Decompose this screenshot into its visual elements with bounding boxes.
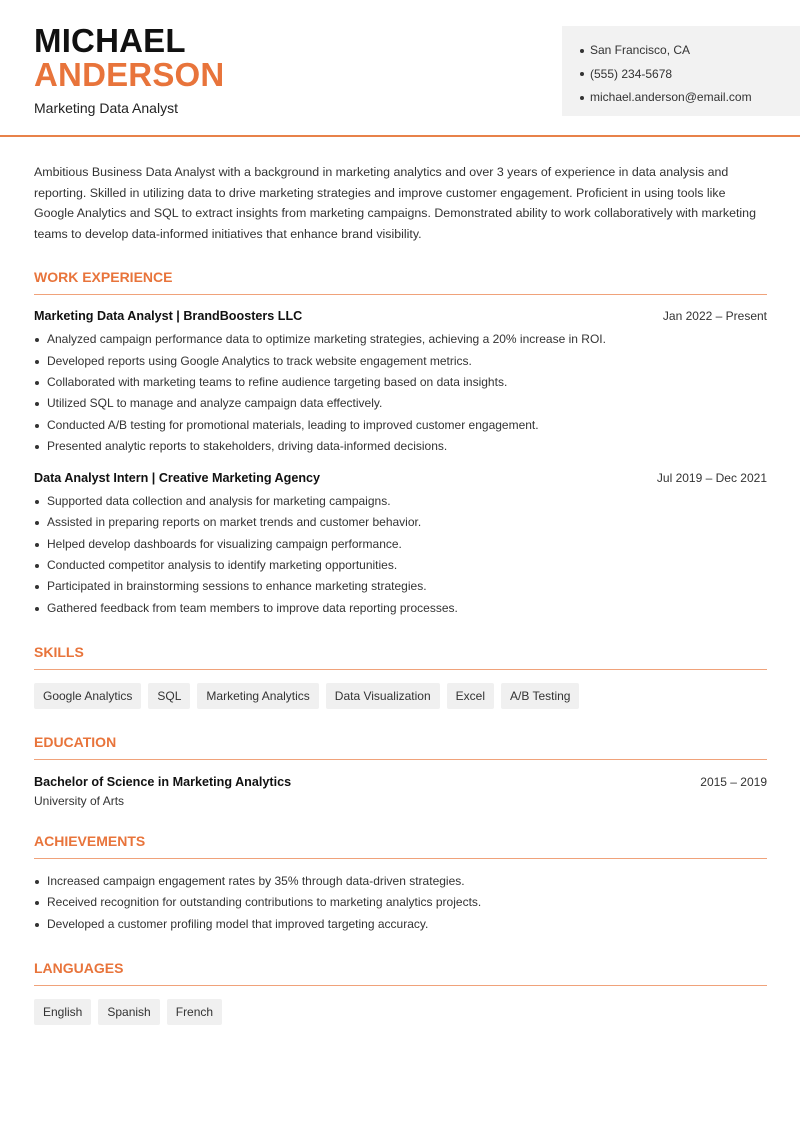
languages-list xyxy=(34,999,767,1025)
school-name: University of Arts xyxy=(34,793,125,808)
degree-name: Bachelor of Science in Marketing Analytics xyxy=(34,774,292,789)
skill-chip: Data Visualization xyxy=(326,683,440,709)
section-title-languages: LANGUAGES xyxy=(34,960,767,986)
list-item: Received recognition for outstanding contributions to marketing analytics projects. xyxy=(34,892,767,913)
education-entry xyxy=(34,775,767,808)
contact-location xyxy=(580,39,800,63)
skills-list xyxy=(34,683,767,709)
bullet-icon xyxy=(580,96,584,100)
resume-header xyxy=(0,0,800,137)
section-title-skills: SKILLS xyxy=(34,644,767,670)
skill-chip: Marketing Analytics xyxy=(197,683,318,709)
first-name: MICHAEL xyxy=(34,22,186,59)
resume-content xyxy=(34,162,767,1025)
list-item: Conducted A/B testing for promotional materials, leading to improved customer engagement. xyxy=(34,415,767,436)
job-entry xyxy=(34,471,767,619)
list-item: Developed reports using Google Analytics to track website engagement metrics. xyxy=(34,351,767,372)
bullet-icon xyxy=(580,49,584,53)
achievements-list xyxy=(34,871,767,935)
list-item: Assisted in preparing reports on market trends and customer behavior. xyxy=(34,512,767,533)
section-title-education: EDUCATION xyxy=(34,734,767,760)
email-text: michael.anderson@email.com xyxy=(590,90,752,104)
language-chip: French xyxy=(167,999,222,1025)
candidate-name xyxy=(34,24,224,92)
section-title-achievements: ACHIEVEMENTS xyxy=(34,833,767,859)
job-bullets xyxy=(34,491,767,619)
list-item: Participated in brainstorming sessions to enhance marketing strategies. xyxy=(34,576,767,597)
contact-phone xyxy=(580,63,800,87)
bullet-icon xyxy=(580,72,584,76)
job-role: Data Analyst Intern | Creative Marketing Agency xyxy=(34,471,321,486)
location-text: San Francisco, CA xyxy=(590,43,691,57)
skill-chip: Google Analytics xyxy=(34,683,141,709)
language-chip: Spanish xyxy=(98,999,159,1025)
job-role: Marketing Data Analyst | BrandBoosters LLC xyxy=(34,309,303,324)
language-chip: English xyxy=(34,999,91,1025)
job-entry xyxy=(34,309,767,457)
list-item: Increased campaign engagement rates by 35% through data-driven strategies. xyxy=(34,871,767,892)
list-item: Collaborated with marketing teams to refine audience targeting based on data insights. xyxy=(34,372,767,393)
job-dates: Jan 2022 – Present xyxy=(662,309,767,324)
phone-text: (555) 234-5678 xyxy=(590,66,673,81)
job-title: Marketing Data Analyst xyxy=(34,100,178,116)
skill-chip: SQL xyxy=(148,683,190,709)
skill-chip: Excel xyxy=(447,683,494,709)
list-item: Conducted competitor analysis to identify marketing opportunities. xyxy=(34,555,767,576)
list-item: Developed a customer profiling model that improved targeting accuracy. xyxy=(34,914,767,935)
education-years: 2015 – 2019 xyxy=(700,774,767,789)
list-item: Presented analytic reports to stakeholders, driving data-informed decisions. xyxy=(34,436,767,457)
list-item: Helped develop dashboards for visualizing campaign performance. xyxy=(34,534,767,555)
contact-email xyxy=(580,86,800,110)
job-dates: Jul 2019 – Dec 2021 xyxy=(656,471,767,486)
skill-chip: A/B Testing xyxy=(501,683,579,709)
list-item: Utilized SQL to manage and analyze campaign data effectively. xyxy=(34,393,767,414)
list-item: Analyzed campaign performance data to optimize marketing strategies, achieving a 20% increase in ROI. xyxy=(34,329,767,350)
job-bullets xyxy=(34,329,767,457)
summary-paragraph: Ambitious Business Data Analyst with a background in marketing analytics and over 3 years of experience in data analysis and reporting. Skilled in utilizing data to drive marketing strategies and improve customer engagement. Proficient in using tools like Google Analytics and SQL to extract insights from marketing campaigns. Demonstrated ability to work collaboratively with marketing teams to develop data-informed initiatives that enhance brand visibility. xyxy=(34,165,756,241)
last-name: ANDERSON xyxy=(34,56,225,93)
contact-box xyxy=(562,26,800,116)
section-title-work: WORK EXPERIENCE xyxy=(34,269,767,295)
list-item: Supported data collection and analysis for marketing campaigns. xyxy=(34,491,767,512)
list-item: Gathered feedback from team members to improve data reporting processes. xyxy=(34,598,767,619)
